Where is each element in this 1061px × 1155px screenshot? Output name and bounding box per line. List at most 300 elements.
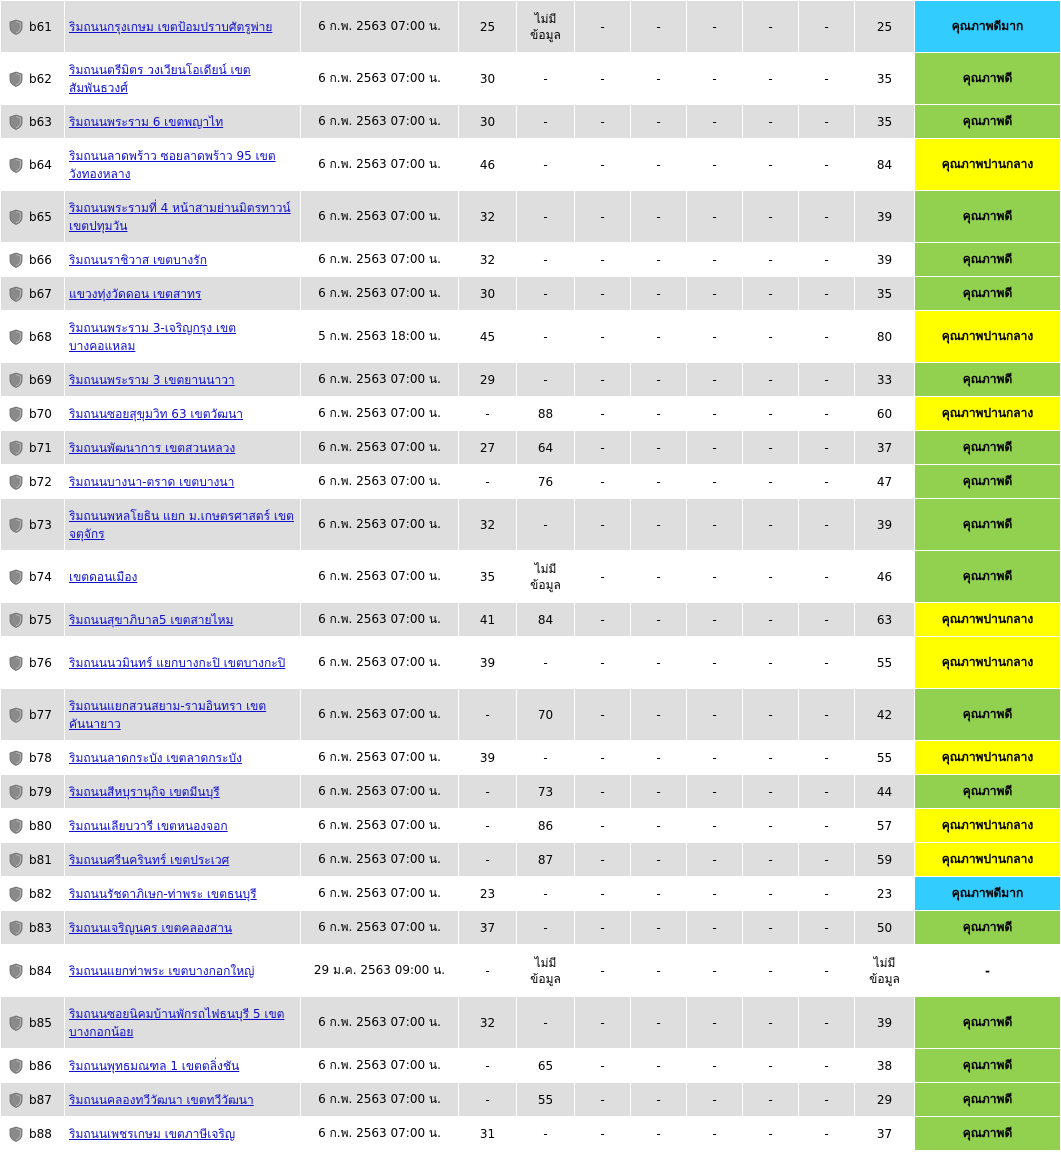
value-no2 bbox=[687, 637, 743, 689]
value-no2 bbox=[687, 139, 743, 191]
station-location-link[interactable]: ริมถนนราชิวาส เขตบางรัก bbox=[69, 252, 207, 267]
value-pm25-text: - bbox=[485, 818, 490, 833]
value-co bbox=[631, 945, 687, 997]
station-location-link[interactable]: ริมถนนคลองทวีวัฒนา เขตทวีวัฒนา bbox=[69, 1092, 254, 1107]
station-location-link[interactable]: ริมถนนสุขาภิบาล5 เขตสายไหม bbox=[69, 612, 234, 627]
shield-icon bbox=[9, 886, 23, 902]
value-no2-text: - bbox=[712, 372, 717, 387]
value-aqi bbox=[855, 431, 915, 465]
value-co-text: - bbox=[656, 1015, 661, 1030]
value-pm10-text: - bbox=[543, 286, 548, 301]
quality-badge: คุณภาพดี bbox=[915, 191, 1061, 243]
value-aqi-text: 60 bbox=[876, 406, 893, 421]
value-pm10-text: - bbox=[543, 157, 548, 172]
value-no2-text: - bbox=[712, 655, 717, 670]
value-x-text: - bbox=[824, 852, 829, 867]
value-o3-text: - bbox=[600, 71, 605, 86]
value-aqi bbox=[855, 363, 915, 397]
value-aqi bbox=[855, 997, 915, 1049]
value-aqi bbox=[855, 877, 915, 911]
value-so2-text: - bbox=[768, 569, 773, 584]
value-co bbox=[631, 1049, 687, 1083]
value-x bbox=[799, 311, 855, 363]
table-row bbox=[1, 1049, 1061, 1083]
station-location-cell bbox=[65, 1083, 301, 1117]
value-so2 bbox=[743, 243, 799, 277]
value-aqi bbox=[855, 191, 915, 243]
value-pm25-text: 41 bbox=[479, 612, 496, 627]
value-co bbox=[631, 741, 687, 775]
value-co bbox=[631, 877, 687, 911]
value-so2 bbox=[743, 277, 799, 311]
shield-icon bbox=[9, 818, 23, 834]
station-id-cell bbox=[1, 1049, 65, 1083]
station-id: b79 bbox=[29, 784, 52, 799]
value-x bbox=[799, 1117, 855, 1151]
value-co bbox=[631, 637, 687, 689]
value-aqi-text: 25 bbox=[876, 19, 893, 34]
value-co bbox=[631, 997, 687, 1049]
station-location-link[interactable]: ริมถนนนวมินทร์ แยกบางกะปิ เขตบางกะปิ bbox=[69, 655, 286, 670]
station-location-link[interactable]: ริมถนนเพชรเกษม เขตภาษีเจริญ bbox=[69, 1126, 236, 1141]
value-no2-text: - bbox=[712, 406, 717, 421]
station-location-link[interactable]: ริมถนนพระราม 6 เขตพญาไท bbox=[69, 114, 224, 129]
value-o3 bbox=[575, 689, 631, 741]
value-x bbox=[799, 397, 855, 431]
station-id: b67 bbox=[29, 286, 52, 301]
station-id-cell bbox=[1, 997, 65, 1049]
value-pm10 bbox=[517, 105, 575, 139]
value-no2 bbox=[687, 689, 743, 741]
station-id: b82 bbox=[29, 886, 52, 901]
value-pm10 bbox=[517, 1083, 575, 1117]
value-o3 bbox=[575, 911, 631, 945]
value-x bbox=[799, 1083, 855, 1117]
station-location-link[interactable]: ริมถนนตรีมิตร วงเวียนโอเดียน์ เขตสัมพันธวงศ์ bbox=[69, 62, 251, 95]
value-x-text: - bbox=[824, 71, 829, 86]
value-pm25-text: - bbox=[485, 784, 490, 799]
value-pm10 bbox=[517, 603, 575, 637]
station-id: b86 bbox=[29, 1058, 52, 1073]
value-o3-text: - bbox=[600, 209, 605, 224]
station-location-link[interactable]: ริมถนนลาดกระบัง เขตลาดกระบัง bbox=[69, 750, 242, 765]
value-co bbox=[631, 1117, 687, 1151]
value-so2-text: - bbox=[768, 372, 773, 387]
station-id: b63 bbox=[29, 114, 52, 129]
shield-icon bbox=[9, 440, 23, 456]
value-aqi-text: 47 bbox=[876, 474, 893, 489]
table-row bbox=[1, 551, 1061, 603]
value-pm10 bbox=[517, 809, 575, 843]
quality-badge: คุณภาพปานกลาง bbox=[915, 603, 1061, 637]
value-co-text: - bbox=[656, 517, 661, 532]
shield-icon bbox=[9, 114, 23, 130]
value-aqi bbox=[855, 945, 915, 997]
station-location-cell bbox=[65, 191, 301, 243]
value-so2 bbox=[743, 1083, 799, 1117]
station-location-cell bbox=[65, 431, 301, 465]
value-o3-text: - bbox=[600, 750, 605, 765]
measurement-time: 29 ม.ค. 2563 09:00 น. bbox=[301, 945, 459, 997]
value-pm10-text: - bbox=[543, 920, 548, 935]
value-so2 bbox=[743, 809, 799, 843]
station-location-link[interactable]: ริมถนนซอยสุขุมวิท 63 เขตวัฒนา bbox=[69, 406, 244, 421]
measurement-time: 6 ก.พ. 2563 07:00 น. bbox=[301, 105, 459, 139]
table-row bbox=[1, 311, 1061, 363]
value-x bbox=[799, 741, 855, 775]
value-pm25-text: 32 bbox=[479, 209, 496, 224]
value-o3-text: - bbox=[600, 852, 605, 867]
station-location-cell bbox=[65, 499, 301, 551]
station-location-cell bbox=[65, 105, 301, 139]
station-id-cell bbox=[1, 397, 65, 431]
value-pm25 bbox=[459, 637, 517, 689]
value-x-text: - bbox=[824, 19, 829, 34]
value-o3 bbox=[575, 191, 631, 243]
value-pm25 bbox=[459, 911, 517, 945]
value-so2-text: - bbox=[768, 1015, 773, 1030]
station-location-link[interactable]: ริมถนนสีหบุรานุกิจ เขตมีนบุรี bbox=[69, 784, 220, 799]
measurement-time: 6 ก.พ. 2563 07:00 น. bbox=[301, 637, 459, 689]
value-x bbox=[799, 551, 855, 603]
station-location-cell bbox=[65, 603, 301, 637]
value-co bbox=[631, 1083, 687, 1117]
value-x bbox=[799, 1049, 855, 1083]
value-aqi-text: 39 bbox=[876, 517, 893, 532]
value-so2-text: - bbox=[768, 612, 773, 627]
value-pm25-text: 29 bbox=[479, 372, 496, 387]
value-o3 bbox=[575, 363, 631, 397]
value-no2 bbox=[687, 1, 743, 53]
value-x-text: - bbox=[824, 569, 829, 584]
station-location-link[interactable]: เขตดอนเมือง bbox=[69, 569, 138, 584]
value-o3-text: - bbox=[600, 252, 605, 267]
quality-badge: คุณภาพดีมาก bbox=[915, 1, 1061, 53]
quality-badge: คุณภาพดี bbox=[915, 363, 1061, 397]
value-aqi-text: 55 bbox=[876, 655, 893, 670]
value-pm25-text: 45 bbox=[479, 329, 496, 344]
value-no2-text: - bbox=[712, 1126, 717, 1141]
station-location-link[interactable]: ริมถนนบางนา-ตราด เขตบางนา bbox=[69, 474, 235, 489]
value-x-text: - bbox=[824, 655, 829, 670]
station-id-cell bbox=[1, 363, 65, 397]
value-pm25 bbox=[459, 1083, 517, 1117]
value-no2-text: - bbox=[712, 852, 717, 867]
station-id-cell bbox=[1, 551, 65, 603]
value-aqi-text: 63 bbox=[876, 612, 893, 627]
station-location-cell bbox=[65, 1049, 301, 1083]
value-no2-text: - bbox=[712, 1092, 717, 1107]
value-aqi-text: 37 bbox=[876, 1126, 893, 1141]
value-so2-text: - bbox=[768, 517, 773, 532]
value-o3 bbox=[575, 551, 631, 603]
value-so2 bbox=[743, 775, 799, 809]
value-pm25 bbox=[459, 1049, 517, 1083]
value-so2 bbox=[743, 139, 799, 191]
value-no2 bbox=[687, 397, 743, 431]
station-location-link[interactable]: ริมถนนซอยนิคมบ้านพักรถไฟธนบุรี 5 เขตบางกอกน้อย bbox=[69, 1006, 285, 1039]
value-aqi bbox=[855, 741, 915, 775]
value-no2-text: - bbox=[712, 886, 717, 901]
value-no2 bbox=[687, 843, 743, 877]
value-no2 bbox=[687, 551, 743, 603]
value-no2-text: - bbox=[712, 114, 717, 129]
value-aqi-text: 35 bbox=[876, 114, 893, 129]
station-location-cell bbox=[65, 741, 301, 775]
value-o3 bbox=[575, 843, 631, 877]
quality-badge: คุณภาพปานกลาง bbox=[915, 311, 1061, 363]
shield-icon bbox=[9, 612, 23, 628]
value-pm10 bbox=[517, 397, 575, 431]
value-co bbox=[631, 139, 687, 191]
value-x-text: - bbox=[824, 707, 829, 722]
value-pm25 bbox=[459, 1, 517, 53]
shield-icon bbox=[9, 406, 23, 422]
value-co bbox=[631, 551, 687, 603]
value-co-text: - bbox=[656, 569, 661, 584]
value-x bbox=[799, 277, 855, 311]
station-location-cell bbox=[65, 843, 301, 877]
value-pm10-text: 84 bbox=[537, 612, 554, 627]
value-o3-text: - bbox=[600, 329, 605, 344]
value-so2-text: - bbox=[768, 1058, 773, 1073]
value-o3-text: - bbox=[600, 1092, 605, 1107]
value-o3-text: - bbox=[600, 286, 605, 301]
station-id-cell bbox=[1, 637, 65, 689]
value-o3-text: - bbox=[600, 1015, 605, 1030]
table-row bbox=[1, 277, 1061, 311]
station-id-cell bbox=[1, 1117, 65, 1151]
value-no2-text: - bbox=[712, 963, 717, 978]
station-id-cell bbox=[1, 741, 65, 775]
value-no2-text: - bbox=[712, 612, 717, 627]
value-so2 bbox=[743, 603, 799, 637]
station-location-link[interactable]: ริมถนนกรุงเกษม เขตป้อมปราบศัตรูพ่าย bbox=[69, 19, 273, 34]
station-id-cell bbox=[1, 53, 65, 105]
value-o3-text: - bbox=[600, 372, 605, 387]
station-location-cell bbox=[65, 551, 301, 603]
value-pm10-text: 73 bbox=[537, 784, 554, 799]
value-o3 bbox=[575, 741, 631, 775]
station-location-link[interactable]: ริมถนนแยกท่าพระ เขตบางกอกใหญ่ bbox=[69, 963, 255, 978]
value-pm10-text: - bbox=[543, 252, 548, 267]
table-row bbox=[1, 431, 1061, 465]
value-co bbox=[631, 277, 687, 311]
value-x bbox=[799, 603, 855, 637]
value-so2-text: - bbox=[768, 707, 773, 722]
table-row bbox=[1, 1083, 1061, 1117]
value-pm25 bbox=[459, 689, 517, 741]
value-aqi-text: 38 bbox=[876, 1058, 893, 1073]
value-aqi bbox=[855, 809, 915, 843]
value-o3-text: - bbox=[600, 474, 605, 489]
value-aqi bbox=[855, 775, 915, 809]
value-pm25 bbox=[459, 775, 517, 809]
station-location-link[interactable]: ริมถนนพุทธมณฑล 1 เขตตลิ่งชัน bbox=[69, 1058, 240, 1073]
quality-badge: คุณภาพปานกลาง bbox=[915, 637, 1061, 689]
value-no2-text: - bbox=[712, 517, 717, 532]
value-co-text: - bbox=[656, 286, 661, 301]
shield-icon bbox=[9, 920, 23, 936]
table-row bbox=[1, 689, 1061, 741]
station-location-link[interactable]: ริมถนนเจริญนคร เขตคลองสาน bbox=[69, 920, 233, 935]
measurement-time: 6 ก.พ. 2563 07:00 น. bbox=[301, 191, 459, 243]
value-co-text: - bbox=[656, 329, 661, 344]
station-location-cell bbox=[65, 465, 301, 499]
value-co-text: - bbox=[656, 818, 661, 833]
value-no2-text: - bbox=[712, 1015, 717, 1030]
value-pm10 bbox=[517, 775, 575, 809]
value-x-text: - bbox=[824, 329, 829, 344]
value-no2-text: - bbox=[712, 818, 717, 833]
station-id: b84 bbox=[29, 963, 52, 978]
value-no2-text: - bbox=[712, 329, 717, 344]
value-o3-text: - bbox=[600, 440, 605, 455]
value-so2-text: - bbox=[768, 406, 773, 421]
value-no2-text: - bbox=[712, 569, 717, 584]
station-location-link[interactable]: ริมถนนเลียบวารี เขตหนองจอก bbox=[69, 818, 228, 833]
value-so2 bbox=[743, 843, 799, 877]
value-pm10 bbox=[517, 877, 575, 911]
value-x-text: - bbox=[824, 286, 829, 301]
station-id-cell bbox=[1, 499, 65, 551]
measurement-time: 6 ก.พ. 2563 07:00 น. bbox=[301, 53, 459, 105]
value-pm10 bbox=[517, 945, 575, 997]
value-aqi-text: 55 bbox=[876, 750, 893, 765]
value-pm10 bbox=[517, 499, 575, 551]
value-aqi bbox=[855, 397, 915, 431]
station-id-cell bbox=[1, 911, 65, 945]
quality-badge: คุณภาพดี bbox=[915, 689, 1061, 741]
value-no2-text: - bbox=[712, 71, 717, 86]
value-so2-text: - bbox=[768, 750, 773, 765]
station-id-cell bbox=[1, 809, 65, 843]
value-pm10 bbox=[517, 551, 575, 603]
station-id: b85 bbox=[29, 1015, 52, 1030]
value-so2 bbox=[743, 431, 799, 465]
table-row bbox=[1, 1117, 1061, 1151]
station-id: b72 bbox=[29, 474, 52, 489]
station-location-link[interactable]: ริมถนนรัชดาภิเษก-ท่าพระ เขตธนบุรี bbox=[69, 886, 257, 901]
value-aqi bbox=[855, 1117, 915, 1151]
measurement-time: 6 ก.พ. 2563 07:00 น. bbox=[301, 431, 459, 465]
table-row bbox=[1, 997, 1061, 1049]
measurement-time: 6 ก.พ. 2563 07:00 น. bbox=[301, 741, 459, 775]
value-so2-text: - bbox=[768, 818, 773, 833]
value-pm25 bbox=[459, 311, 517, 363]
shield-icon bbox=[9, 963, 23, 979]
table-row bbox=[1, 363, 1061, 397]
table-row bbox=[1, 243, 1061, 277]
station-location-link[interactable]: ริมถนนพระรามที่ 4 หน้าสามย่านมิตรทาวน์ เขตปทุมวัน bbox=[69, 200, 291, 233]
quality-badge: คุณภาพดี bbox=[915, 1049, 1061, 1083]
measurement-time: 6 ก.พ. 2563 07:00 น. bbox=[301, 809, 459, 843]
value-o3 bbox=[575, 53, 631, 105]
value-aqi-text: 46 bbox=[876, 569, 893, 584]
value-o3 bbox=[575, 1, 631, 53]
station-id-cell bbox=[1, 311, 65, 363]
value-x bbox=[799, 1, 855, 53]
value-pm25 bbox=[459, 499, 517, 551]
measurement-time: 6 ก.พ. 2563 07:00 น. bbox=[301, 139, 459, 191]
quality-badge: คุณภาพดี bbox=[915, 775, 1061, 809]
value-x bbox=[799, 139, 855, 191]
value-pm25 bbox=[459, 431, 517, 465]
value-no2 bbox=[687, 53, 743, 105]
value-aqi-text: 57 bbox=[876, 818, 893, 833]
station-location-link[interactable]: ริมถนนพหลโยธิน แยก ม.เกษตรศาสตร์ เขตจตุจักร bbox=[69, 508, 294, 541]
value-aqi-text: 35 bbox=[876, 286, 893, 301]
value-pm10 bbox=[517, 311, 575, 363]
station-location-cell bbox=[65, 397, 301, 431]
value-so2-text: - bbox=[768, 963, 773, 978]
measurement-time: 6 ก.พ. 2563 07:00 น. bbox=[301, 363, 459, 397]
value-co-text: - bbox=[656, 1126, 661, 1141]
quality-badge: คุณภาพดี bbox=[915, 551, 1061, 603]
value-o3 bbox=[575, 465, 631, 499]
quality-badge: คุณภาพปานกลาง bbox=[915, 139, 1061, 191]
value-no2 bbox=[687, 997, 743, 1049]
value-x-text: - bbox=[824, 157, 829, 172]
value-pm10-text: ไม่มี ข้อมูล bbox=[530, 955, 561, 986]
measurement-time: 6 ก.พ. 2563 07:00 น. bbox=[301, 243, 459, 277]
value-pm10-text: 76 bbox=[537, 474, 554, 489]
measurement-time: 6 ก.พ. 2563 07:00 น. bbox=[301, 1083, 459, 1117]
station-location-link[interactable]: แขวงทุ่งวัดดอน เขตสาทร bbox=[69, 286, 202, 301]
measurement-time: 6 ก.พ. 2563 07:00 น. bbox=[301, 499, 459, 551]
station-location-link[interactable]: ริมถนนศรีนครินทร์ เขตประเวศ bbox=[69, 852, 230, 867]
measurement-time: 6 ก.พ. 2563 07:00 น. bbox=[301, 551, 459, 603]
value-pm10 bbox=[517, 637, 575, 689]
value-pm25 bbox=[459, 809, 517, 843]
quality-badge: คุณภาพปานกลาง bbox=[915, 809, 1061, 843]
value-o3-text: - bbox=[600, 517, 605, 532]
value-co bbox=[631, 1, 687, 53]
value-o3 bbox=[575, 311, 631, 363]
value-so2 bbox=[743, 877, 799, 911]
table-row bbox=[1, 637, 1061, 689]
value-o3-text: - bbox=[600, 569, 605, 584]
table-row bbox=[1, 775, 1061, 809]
quality-badge: คุณภาพดี bbox=[915, 911, 1061, 945]
station-id: b81 bbox=[29, 852, 52, 867]
value-co bbox=[631, 465, 687, 499]
station-location-link[interactable]: ริมถนนพระราม 3 เขตยานนาวา bbox=[69, 372, 235, 387]
value-o3 bbox=[575, 277, 631, 311]
station-id-cell bbox=[1, 105, 65, 139]
station-location-link[interactable]: ริมถนนลาดพร้าว ซอยลาดพร้าว 95 เขตวังทองหลาง bbox=[69, 148, 276, 181]
station-location-link[interactable]: ริมถนนแยกสวนสยาม-รามอินทรา เขตคันนายาว bbox=[69, 698, 267, 731]
value-pm10-text: - bbox=[543, 655, 548, 670]
value-no2 bbox=[687, 911, 743, 945]
value-pm10-text: 86 bbox=[537, 818, 554, 833]
table-row bbox=[1, 741, 1061, 775]
value-pm10-text: 88 bbox=[537, 406, 554, 421]
station-id: b65 bbox=[29, 209, 52, 224]
value-aqi-text: 39 bbox=[876, 1015, 893, 1030]
station-id: b78 bbox=[29, 750, 52, 765]
station-id: b68 bbox=[29, 329, 52, 344]
station-location-link[interactable]: ริมถนนพระราม 3-เจริญกรุง เขตบางคอแหลม bbox=[69, 320, 236, 353]
shield-icon bbox=[9, 517, 23, 533]
measurement-time: 5 ก.พ. 2563 18:00 น. bbox=[301, 311, 459, 363]
value-o3-text: - bbox=[600, 818, 605, 833]
station-location-link[interactable]: ริมถนนพัฒนาการ เขตสวนหลวง bbox=[69, 440, 236, 455]
value-o3-text: - bbox=[600, 784, 605, 799]
measurement-time: 6 ก.พ. 2563 07:00 น. bbox=[301, 465, 459, 499]
value-co-text: - bbox=[656, 612, 661, 627]
value-o3 bbox=[575, 775, 631, 809]
